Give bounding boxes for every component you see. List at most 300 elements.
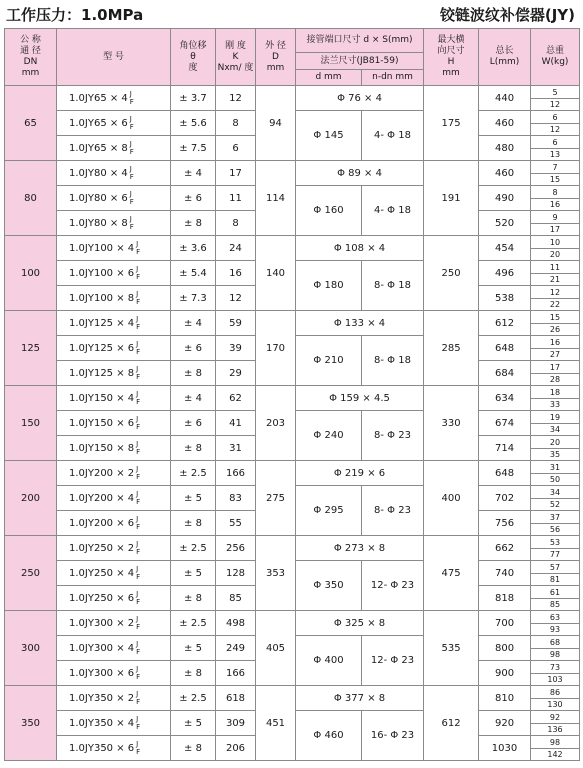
flange-d-cell: Φ 295 [296,486,362,536]
jf-marker [136,590,140,606]
weight-cell [531,611,580,636]
weight-min: 63 [549,612,561,622]
angle-cell: ± 8 [171,661,216,686]
jf-f: F [136,498,141,506]
max-lateral-cell: 250 [424,236,479,311]
jf-j: J [136,715,139,723]
model-name: 1.0JY200 × 4 [69,493,135,504]
jf-j: J [136,390,139,398]
weight-min: 6 [552,112,558,122]
model-name: 1.0JY350 × 2 [69,693,135,704]
weight-max: 77 [531,548,579,560]
weight-min: 73 [549,662,561,672]
weight-max: 17 [531,223,579,235]
weight-max: 27 [531,348,579,360]
flange-n-cell: 16- Φ 23 [362,711,424,761]
length-cell: 538 [479,286,531,311]
jf-j: J [136,465,139,473]
model-cell [57,336,171,361]
model-name: 1.0JY65 × 8 [69,143,128,154]
angle-cell: ± 2.5 [171,611,216,636]
dn-header-line2: 通 径 [20,46,41,56]
weight-cell [531,311,580,336]
angle-cell: ± 4 [171,386,216,411]
pipe-end-cell: Φ 108 × 4 [296,236,424,261]
angle-cell: ± 3.7 [171,86,216,111]
model-name: 1.0JY125 × 4 [69,318,135,329]
model-cell [57,261,171,286]
weight-max: 103 [531,673,579,685]
stiffness-cell: 498 [216,611,256,636]
od-cell: 353 [256,536,296,611]
angle-cell: ± 8 [171,211,216,236]
weight-min: 20 [549,437,561,447]
weight-min: 16 [549,337,561,347]
jf-j: J [129,190,132,198]
stiffness-cell: 206 [216,736,256,761]
angle-cell: ± 7.3 [171,286,216,311]
stiffness-cell: 24 [216,236,256,261]
flange-n-cell: 4- Φ 18 [362,111,424,161]
lateral-header-line3: H [447,57,455,67]
weight-header-line2: W(kg) [541,57,569,67]
weight-cell [531,136,580,161]
weight-min: 11 [549,262,561,272]
weight-cell [531,661,580,686]
col-header-angle [171,29,216,86]
weight-max: 81 [531,573,579,585]
length-cell: 756 [479,511,531,536]
max-lateral-cell: 191 [424,161,479,236]
weight-cell [531,486,580,511]
weight-cell [531,461,580,486]
stiffness-cell: 8 [216,111,256,136]
weight-max: 13 [531,148,579,160]
header-row-1 [5,29,580,53]
length-cell: 440 [479,86,531,111]
table-row [5,311,580,336]
jf-f: F [129,173,134,181]
length-cell: 460 [479,111,531,136]
angle-header-line1: 角位移 [179,40,207,51]
dn-cell: 250 [5,536,57,611]
model-cell [57,386,171,411]
jf-f: F [136,573,141,581]
model-cell [57,311,171,336]
weight-min: 12 [549,287,561,297]
dn-cell: 80 [5,161,57,236]
weight-max: 93 [531,623,579,635]
col-header-pipe-end: 接管端口尺寸 d × S(mm) [296,29,424,53]
weight-min: 92 [549,712,561,722]
weight-max: 35 [531,448,579,460]
jf-j: J [136,515,139,523]
angle-cell: ± 6 [171,336,216,361]
flange-n-cell: 8- Φ 18 [362,336,424,386]
flange-n-cell: 12- Φ 23 [362,636,424,686]
weight-cell [531,186,580,211]
jf-f: F [136,423,141,431]
weight-max: 20 [531,248,579,260]
jf-j: J [136,365,139,373]
jf-marker [136,390,140,406]
length-cell: 740 [479,561,531,586]
model-cell [57,661,171,686]
dn-cell: 125 [5,311,57,386]
model-cell [57,611,171,636]
model-cell [57,511,171,536]
jf-f: F [136,648,141,656]
col-header-length [479,29,531,86]
stiffness-cell: 83 [216,486,256,511]
weight-max: 28 [531,373,579,385]
model-cell [57,561,171,586]
table-row [5,161,580,186]
max-lateral-cell: 285 [424,311,479,386]
dn-header-line3: DN [23,57,38,67]
stiffness-cell: 618 [216,686,256,711]
spec-table [4,28,580,761]
weight-cell [531,586,580,611]
od-cell: 114 [256,161,296,236]
jf-marker [136,615,140,631]
model-cell [57,461,171,486]
flange-d-cell: Φ 210 [296,336,362,386]
jf-marker [136,515,140,531]
model-name: 1.0JY80 × 6 [69,193,128,204]
weight-min: 8 [552,187,558,197]
angle-cell: ± 6 [171,411,216,436]
jf-marker [136,265,140,281]
weight-cell [531,411,580,436]
flange-d-cell: Φ 180 [296,261,362,311]
stiffness-cell: 166 [216,461,256,486]
col-header-stiffness [216,29,256,86]
table-row [5,611,580,636]
working-pressure-title: 工作压力：1.0MPa [6,6,144,24]
jf-marker [130,165,134,181]
stiffness-header-line1: 刚 度 [225,40,246,51]
flange-d-cell: Φ 160 [296,186,362,236]
col-header-weight [531,29,580,86]
model-name: 1.0JY150 × 4 [69,393,135,404]
col-header-dn [5,29,57,86]
jf-marker [136,365,140,381]
weight-max: 33 [531,398,579,410]
angle-cell: ± 2.5 [171,461,216,486]
title-bar [0,0,583,26]
jf-j: J [136,315,139,323]
od-cell: 140 [256,236,296,311]
model-cell [57,186,171,211]
model-name: 1.0JY350 × 4 [69,718,135,729]
length-cell: 1030 [479,736,531,761]
weight-max: 15 [531,173,579,185]
jf-marker [136,415,140,431]
angle-header-line2: θ [190,51,196,62]
model-cell [57,361,171,386]
model-cell [57,736,171,761]
dn-cell: 300 [5,611,57,686]
jf-j: J [136,640,139,648]
weight-cell [531,286,580,311]
col-header-flange: 法兰尺寸(JB81-59) [296,53,424,70]
dn-header-line1: 公 称 [20,35,41,45]
jf-f: F [136,448,141,456]
jf-j: J [136,565,139,573]
jf-marker [136,665,140,681]
flange-n-cell: 4- Φ 18 [362,186,424,236]
angle-cell: ± 8 [171,511,216,536]
jf-j: J [136,290,139,298]
jf-marker [136,740,140,756]
jf-j: J [129,165,132,173]
weight-min: 15 [549,312,561,322]
stiffness-header-line3: Nxm/ 度 [217,62,254,73]
jf-f: F [129,223,134,231]
stiffness-cell: 309 [216,711,256,736]
flange-d-cell: Φ 460 [296,711,362,761]
flange-n-cell: 12- Φ 23 [362,561,424,611]
weight-min: 9 [552,212,558,222]
pipe-end-cell: Φ 377 × 8 [296,686,424,711]
model-name: 1.0JY80 × 8 [69,218,128,229]
jf-f: F [136,723,141,731]
stiffness-cell: 17 [216,161,256,186]
stiffness-cell: 166 [216,661,256,686]
jf-j: J [136,540,139,548]
max-lateral-cell: 175 [424,86,479,161]
stiffness-cell: 55 [216,511,256,536]
weight-min: 6 [552,137,558,147]
pipe-end-cell: Φ 273 × 8 [296,536,424,561]
jf-marker [136,640,140,656]
table-row [5,461,580,486]
model-cell [57,161,171,186]
col-header-flange-n: n-dn mm [362,70,424,86]
model-cell [57,536,171,561]
weight-cell [531,736,580,761]
jf-marker [130,215,134,231]
weight-cell [531,261,580,286]
model-name: 1.0JY200 × 2 [69,468,135,479]
jf-f: F [136,623,141,631]
stiffness-cell: 31 [216,436,256,461]
od-header-line2: D [272,51,279,62]
jf-j: J [136,340,139,348]
model-name: 1.0JY250 × 2 [69,543,135,554]
model-name: 1.0JY150 × 8 [69,443,135,454]
angle-cell: ± 5.4 [171,261,216,286]
weight-cell [531,111,580,136]
jf-marker [136,340,140,356]
weight-cell [531,386,580,411]
max-lateral-cell: 535 [424,611,479,686]
length-cell: 700 [479,611,531,636]
weight-max: 21 [531,273,579,285]
max-lateral-cell: 400 [424,461,479,536]
jf-marker [136,715,140,731]
jf-j: J [136,590,139,598]
jf-j: J [136,415,139,423]
weight-cell [531,686,580,711]
stiffness-cell: 59 [216,311,256,336]
max-lateral-cell: 475 [424,536,479,611]
weight-cell [531,161,580,186]
length-cell: 496 [479,261,531,286]
jf-f: F [136,673,141,681]
jf-marker [136,440,140,456]
table-row [5,686,580,711]
angle-cell: ± 5 [171,561,216,586]
col-header-model: 型 号 [57,29,171,86]
length-cell: 684 [479,361,531,386]
weight-cell [531,636,580,661]
weight-cell [531,436,580,461]
weight-max: 98 [531,648,579,660]
length-cell: 800 [479,636,531,661]
length-header-line2: L(mm) [489,57,520,67]
angle-cell: ± 5 [171,486,216,511]
flange-n-cell: 8- Φ 23 [362,411,424,461]
weight-cell [531,361,580,386]
weight-min: 19 [549,412,561,422]
jf-marker [136,540,140,556]
weight-max: 26 [531,323,579,335]
weight-min: 37 [549,512,561,522]
length-header-line1: 总长 [495,46,514,56]
model-name: 1.0JY65 × 4 [69,93,128,104]
stiffness-cell: 39 [216,336,256,361]
angle-cell: ± 8 [171,436,216,461]
pipe-end-cell: Φ 159 × 4.5 [296,386,424,411]
length-cell: 818 [479,586,531,611]
model-name: 1.0JY125 × 8 [69,368,135,379]
stiffness-cell: 249 [216,636,256,661]
model-name: 1.0JY65 × 6 [69,118,128,129]
dn-cell: 100 [5,236,57,311]
max-lateral-cell: 330 [424,386,479,461]
jf-j: J [129,90,132,98]
jf-f: F [129,123,134,131]
model-name: 1.0JY100 × 6 [69,268,135,279]
weight-max: 22 [531,298,579,310]
jf-j: J [129,115,132,123]
model-cell [57,636,171,661]
angle-cell: ± 4 [171,161,216,186]
pipe-end-cell: Φ 325 × 8 [296,611,424,636]
angle-cell: ± 5.6 [171,111,216,136]
weight-max: 34 [531,423,579,435]
pipe-end-cell: Φ 89 × 4 [296,161,424,186]
stiffness-cell: 8 [216,211,256,236]
model-cell [57,711,171,736]
weight-min: 61 [549,587,561,597]
model-name: 1.0JY250 × 6 [69,593,135,604]
od-cell: 203 [256,386,296,461]
od-header-line1: 外 径 [265,40,286,51]
od-cell: 94 [256,86,296,161]
dn-cell: 150 [5,386,57,461]
table-body [5,86,580,761]
jf-f: F [136,323,141,331]
weight-max: 85 [531,598,579,610]
flange-n-cell: 8- Φ 23 [362,486,424,536]
weight-min: 86 [549,687,561,697]
jf-marker [130,140,134,156]
weight-cell [531,236,580,261]
model-name: 1.0JY250 × 4 [69,568,135,579]
jf-j: J [136,615,139,623]
jf-f: F [136,398,141,406]
dn-header-line4: mm [21,68,40,78]
angle-cell: ± 8 [171,586,216,611]
table-row [5,86,580,111]
dn-cell: 350 [5,686,57,761]
weight-cell [531,511,580,536]
jf-marker [130,115,134,131]
weight-min: 53 [549,537,561,547]
length-cell: 920 [479,711,531,736]
angle-cell: ± 6 [171,186,216,211]
stiffness-cell: 256 [216,536,256,561]
length-cell: 900 [479,661,531,686]
jf-f: F [136,698,141,706]
jf-f: F [129,98,134,106]
weight-max: 56 [531,523,579,535]
jf-f: F [136,273,141,281]
jf-marker [136,290,140,306]
jf-marker [136,315,140,331]
model-name: 1.0JY80 × 4 [69,168,128,179]
angle-cell: ± 2.5 [171,686,216,711]
weight-max: 136 [531,723,579,735]
jf-f: F [136,373,141,381]
length-cell: 648 [479,336,531,361]
model-name: 1.0JY300 × 6 [69,668,135,679]
max-lateral-cell: 612 [424,686,479,761]
weight-min: 68 [549,637,561,647]
jf-j: J [136,665,139,673]
model-name: 1.0JY125 × 6 [69,343,135,354]
weight-cell [531,86,580,111]
stiffness-cell: 12 [216,86,256,111]
length-cell: 454 [479,236,531,261]
model-cell [57,236,171,261]
angle-cell: ± 4 [171,311,216,336]
weight-cell [531,561,580,586]
lateral-header-line2: 向尺寸 [437,46,465,56]
angle-cell: ± 2.5 [171,536,216,561]
weight-min: 31 [549,462,561,472]
weight-min: 18 [549,387,561,397]
weight-min: 57 [549,562,561,572]
jf-marker [136,490,140,506]
flange-d-cell: Φ 400 [296,636,362,686]
model-name: 1.0JY300 × 4 [69,643,135,654]
product-title: 铰链波纹补偿器(JY) [439,6,575,24]
length-cell: 702 [479,486,531,511]
pipe-end-cell: Φ 133 × 4 [296,311,424,336]
angle-cell: ± 5 [171,636,216,661]
jf-marker [130,190,134,206]
weight-min: 34 [549,487,561,497]
lateral-header-line1: 最大横 [437,35,465,45]
length-cell: 612 [479,311,531,336]
angle-cell: ± 7.5 [171,136,216,161]
jf-marker [136,565,140,581]
flange-d-cell: Φ 350 [296,561,362,611]
